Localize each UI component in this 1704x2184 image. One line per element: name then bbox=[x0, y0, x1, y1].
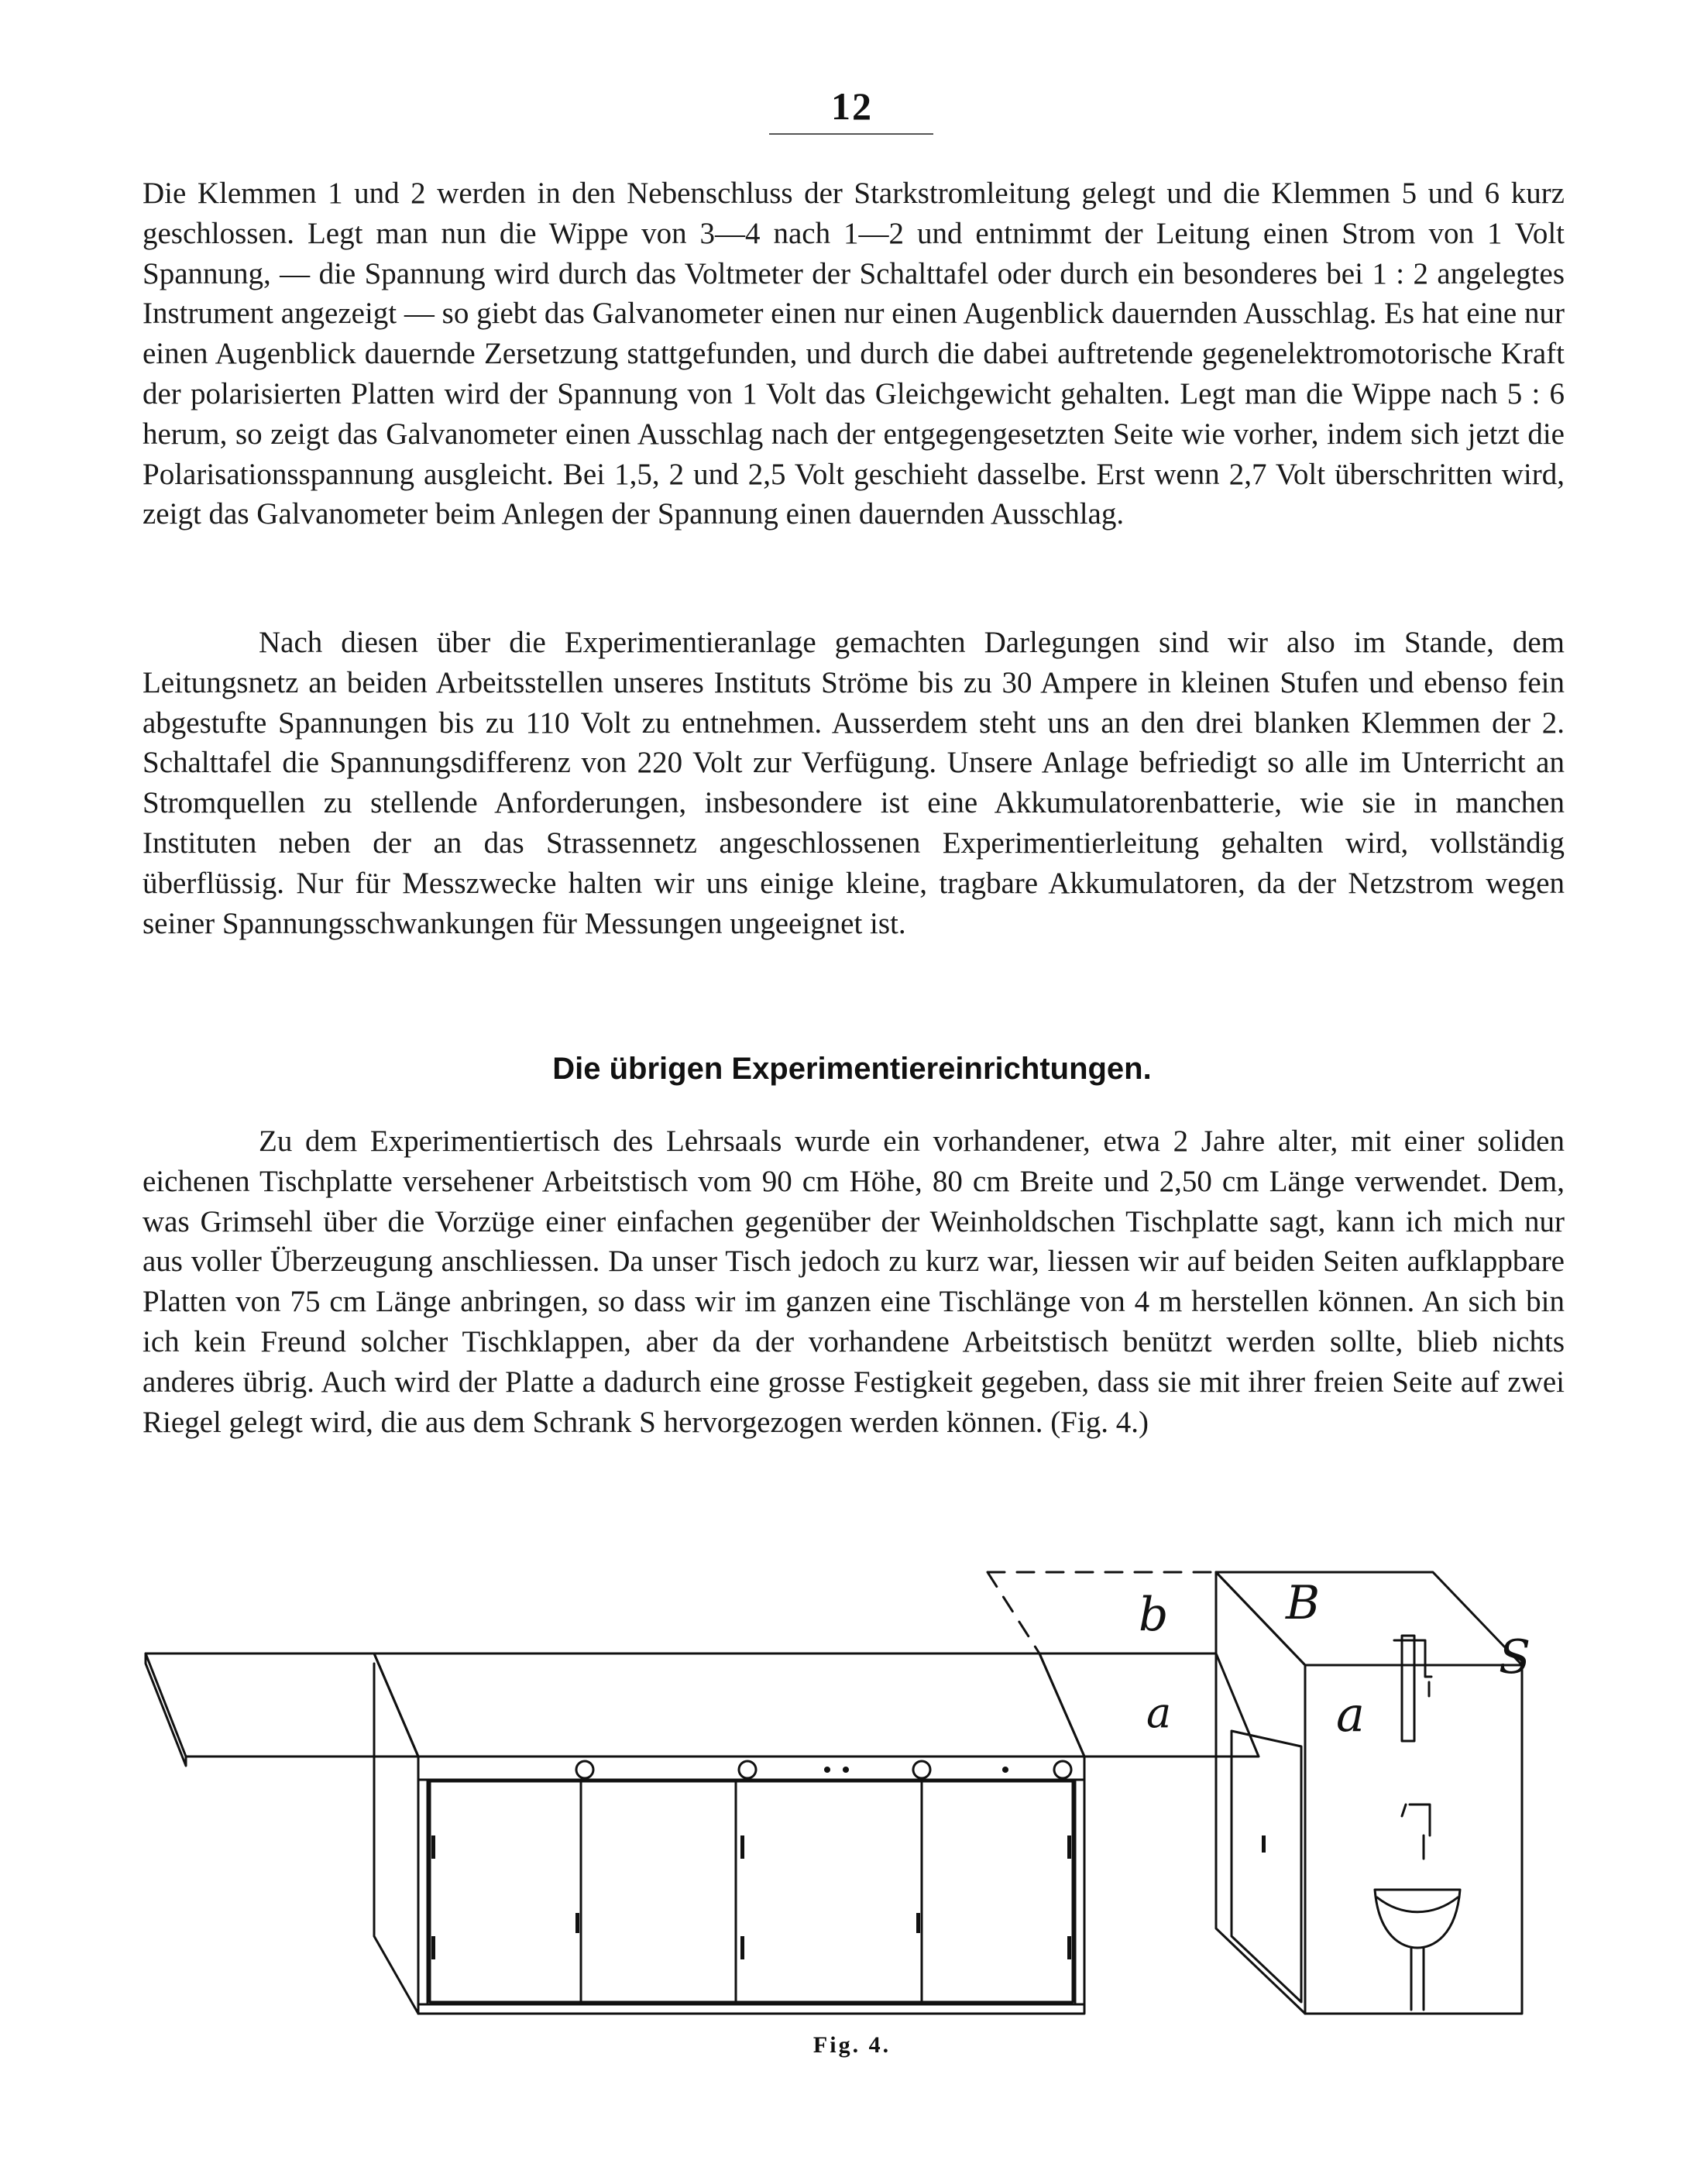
cabinet-door bbox=[581, 1781, 736, 2002]
door-handle bbox=[1067, 1835, 1071, 1859]
section-heading: Die übrigen Experimentiereinrichtungen. bbox=[552, 1052, 1152, 1086]
page-number-rule bbox=[769, 133, 933, 135]
upper-tap bbox=[1394, 1636, 1431, 1741]
table-top bbox=[374, 1653, 1084, 1756]
wash-basin bbox=[1375, 1890, 1460, 1948]
socket bbox=[913, 1761, 930, 1778]
door-handle bbox=[431, 1835, 435, 1859]
paragraph-3 bbox=[143, 1121, 1565, 1442]
paragraph-3-text: Zu dem Experimentiertisch des Lehrsaals wurde ein vorhandener, etwa 2 Jahre alter, mit einer soliden eichenen Tischplatte versehener Arbeitstisch vom 90 cm Höhe, 80 cm Breite und 2,50 cm Länge verwendet. Dem, was Grimsehl über die Vorzüge einer einfachen gegenüber der Weinholdschen Tischplatte sagt, kann ich mich nur aus voller Überzeugung anschliessen. Da unser Tisch jedoch zu kurz war, liessen wir auf beiden Seiten aufklappbare Platten von 75 cm Länge anbringen, so dass wir im ganzen eine Tischlänge von 4 m herstellen können. An sich bin ich kein Freund solcher Tischklappen, aber da der vorhandene Arbeitstisch benützt werden sollte, blieb nichts anderes übrig. Auch wird der Platte a dadurch eine grosse Festigkeit gegeben, dass sie mit ihrer freien Seite auf zwei Riegel gelegt wird, die aus dem Schrank S hervorgezogen werden können. (Fig. 4.) bbox=[143, 1125, 1565, 1439]
lower-tap bbox=[1402, 1805, 1430, 1859]
cabinet-s-door bbox=[1232, 1731, 1301, 2002]
door-handle bbox=[1262, 1835, 1266, 1853]
figure-label-a-table: a bbox=[1146, 1688, 1172, 1737]
cabinet-door bbox=[736, 1781, 922, 2002]
figure-label-a-cabinet: a bbox=[1336, 1686, 1365, 1743]
figure-label-S: S bbox=[1499, 1630, 1531, 1684]
figure-caption: Fig. 4. bbox=[812, 2032, 892, 2058]
terminal-mark bbox=[1002, 1767, 1008, 1773]
door-handle bbox=[575, 1913, 579, 1933]
door-handle bbox=[740, 1936, 744, 1959]
socket bbox=[739, 1761, 756, 1778]
cabinet-s-side bbox=[1216, 1572, 1305, 2014]
figure-4-drawing bbox=[0, 1549, 1704, 2091]
cabinet-door bbox=[922, 1781, 1073, 2002]
left-folding-plate bbox=[146, 1653, 418, 1756]
door-handle bbox=[431, 1936, 435, 1959]
page-number: 12 bbox=[831, 84, 873, 128]
figure-label-b: b bbox=[1139, 1588, 1169, 1642]
cabinet-door bbox=[430, 1781, 581, 2002]
door-handle bbox=[1067, 1936, 1071, 1959]
basin-drain-pipe bbox=[1411, 1948, 1424, 2010]
door-handle bbox=[916, 1913, 920, 1933]
table-back-edge bbox=[374, 1664, 418, 2014]
figure-label-B: B bbox=[1286, 1576, 1321, 1630]
terminal-mark bbox=[824, 1767, 830, 1773]
paragraph-2-text: Nach diesen über die Experimentieranlage gemachten Darlegungen sind wir also im Stande, dem Leitungsnetz an beiden Arbeitsstellen unseres Instituts Ströme bis zu 30 Ampere in kleinen Stufen und ebenso fein abgestufte Spannungen bis zu 110 Volt zu entnehmen. Ausserdem steht uns an den drei blanken Klemmen der 2. Schalttafel die Spannungsdifferenz von 220 Volt zur Verfügung. Unsere Anlage befriedigt so alle im Unterricht an Stromquellen zu stellende Anforderungen, insbesondere ist eine Akkumulatorenbatterie, wie sie in manchen Instituten neben der an das Strassennetz angeschlossenen Experimentierleitung gehalten wird, vollständig überflüssig. Nur für Messzwecke halten wir uns einige kleine, tragbare Akkumulatoren, da der Netzstrom wegen seiner Spannungsschwankungen für Messungen ungeeignet ist. bbox=[143, 626, 1565, 940]
paragraph-2 bbox=[143, 623, 1565, 943]
socket bbox=[576, 1761, 593, 1778]
terminal-mark bbox=[843, 1767, 849, 1773]
socket bbox=[1054, 1761, 1071, 1778]
table-body bbox=[418, 1780, 1084, 2014]
paragraph-1: Die Klemmen 1 und 2 werden in den Nebenschluss der Starkstromleitung gelegt und die Klemmen 5 und 6 kurz geschlossen. Legt man nun die Wippe von 3—4 nach 1—2 und entnimmt der Leitung einen Strom von 1 Volt Spannung, — die Spannung wird durch das Voltmeter der Schalttafel oder durch ein besonderes bei 1 : 2 angelegtes Instrument angezeigt — so giebt das Galvanometer einen nur einen Augenblick dauernden Ausschlag. Es hat eine nur einen Augenblick dauernde Zersetzung stattgefunden, und durch die dabei auftretende gegenelektromotorische Kraft der polarisierten Platten wird der Spannung von 1 Volt das Gleichgewicht gehalten. Legt man die Wippe nach 5 : 6 herum, so zeigt das Galvanometer einen Ausschlag nach der entgegengesetzten Seite wie vorher, indem sich jetzt die Polarisationsspannung ausgleicht. Bei 1,5, 2 und 2,5 Volt geschieht dasselbe. Erst wenn 2,7 Volt überschritten wird, zeigt das Galvanometer beim Anlegen der Spannung einen dauernden Ausschlag. bbox=[143, 177, 1565, 531]
plate-b-dashed-outline bbox=[988, 1572, 1216, 1653]
door-handle bbox=[740, 1835, 744, 1859]
